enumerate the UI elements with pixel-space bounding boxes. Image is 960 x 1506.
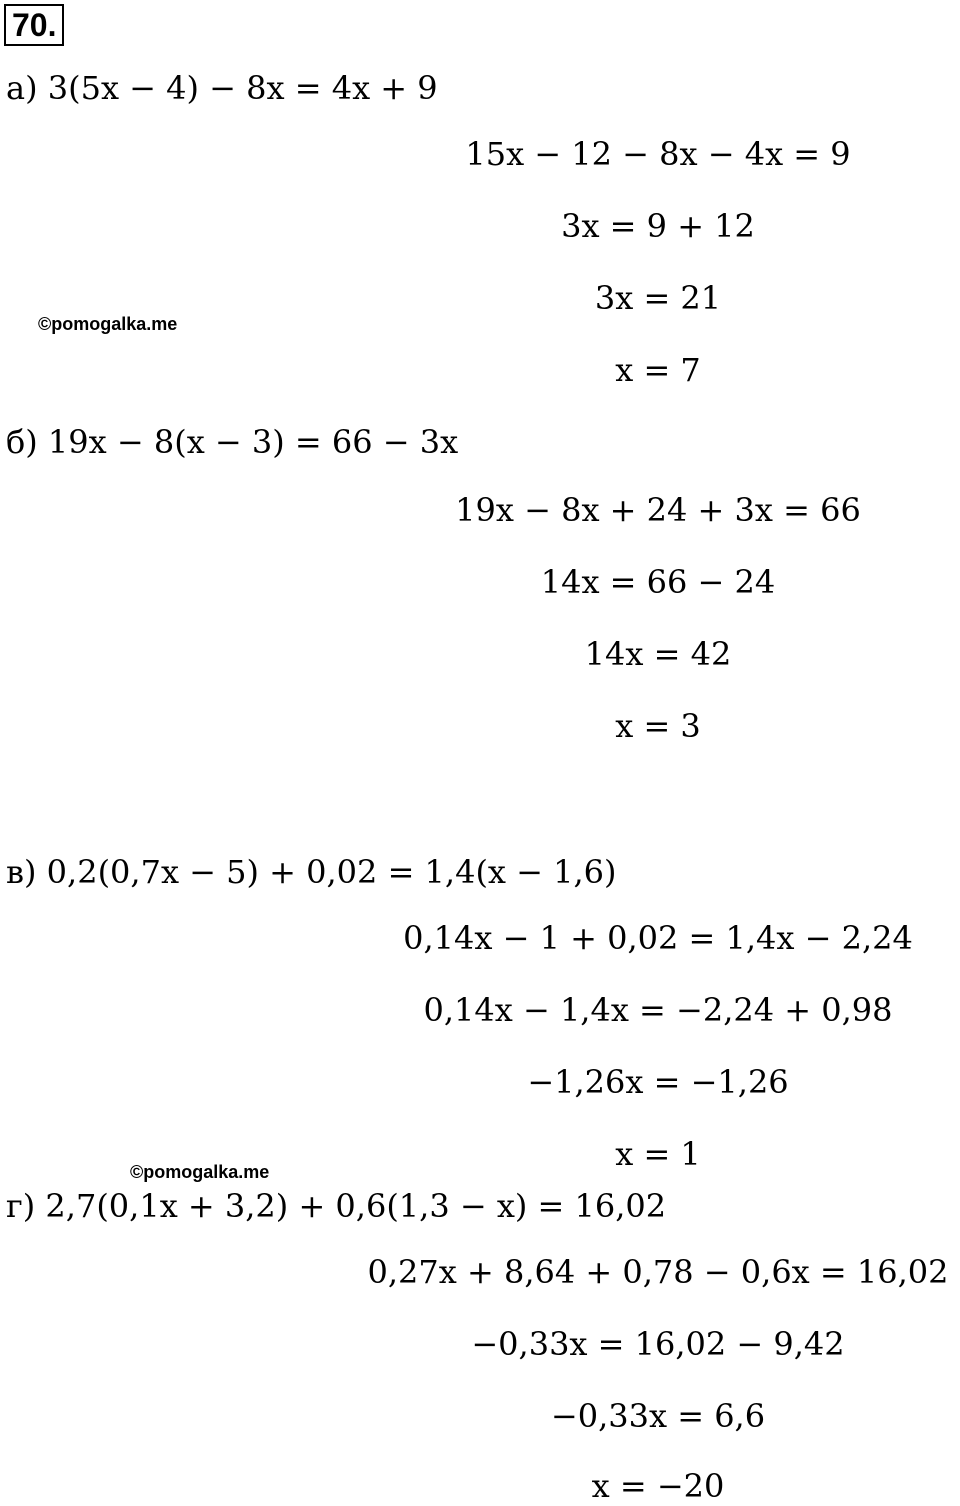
solution-step: 0,14x − 1,4x = −2,24 + 0,98 xyxy=(423,991,893,1029)
watermark: ©pomogalka.me xyxy=(38,314,178,334)
solution-answer: x = 3 xyxy=(615,707,701,745)
equation: 3(5x − 4) − 8x = 4x + 9 xyxy=(47,69,438,107)
part-d-equation xyxy=(6,1186,666,1226)
solution-step: 3x = 9 + 12 xyxy=(561,207,755,245)
solution-step: 3x = 21 xyxy=(594,279,722,317)
solution-step: −1,26x = −1,26 xyxy=(527,1063,789,1101)
solution-step: 0,14x − 1 + 0,02 = 1,4x − 2,24 xyxy=(403,919,913,957)
solution-step: −0,33x = 16,02 − 9,42 xyxy=(471,1325,845,1363)
solution-step: 19x − 8x + 24 + 3x = 66 xyxy=(455,491,861,529)
solution-step: −0,33x = 6,6 xyxy=(550,1397,766,1435)
solution-answer: x = −20 xyxy=(591,1467,725,1505)
solution-answer: x = 1 xyxy=(615,1135,701,1173)
solution-step: 15x − 12 − 8x − 4x = 9 xyxy=(465,135,851,173)
part-label: в) xyxy=(6,853,37,891)
solution-answer: x = 7 xyxy=(615,351,701,389)
solution-step: 0,27x + 8,64 + 0,78 − 0,6x = 16,02 xyxy=(367,1253,949,1291)
part-a-equation xyxy=(6,68,438,108)
part-label: б) xyxy=(6,423,38,461)
equation: 19x − 8(x − 3) = 66 − 3x xyxy=(47,423,459,461)
part-c-equation xyxy=(6,852,617,892)
equation: 2,7(0,1x + 3,2) + 0,6(1,3 − x) = 16,02 xyxy=(45,1187,667,1225)
solution-step: 14x = 66 − 24 xyxy=(540,563,776,601)
problem-number: 70. xyxy=(4,4,64,46)
solution-step: 14x = 42 xyxy=(584,635,732,673)
watermark: ©pomogalka.me xyxy=(130,1162,270,1182)
equation: 0,2(0,7x − 5) + 0,02 = 1,4(x − 1,6) xyxy=(46,853,617,891)
part-label: а) xyxy=(6,69,38,107)
part-b-equation xyxy=(6,422,458,462)
part-label: г) xyxy=(6,1187,36,1225)
